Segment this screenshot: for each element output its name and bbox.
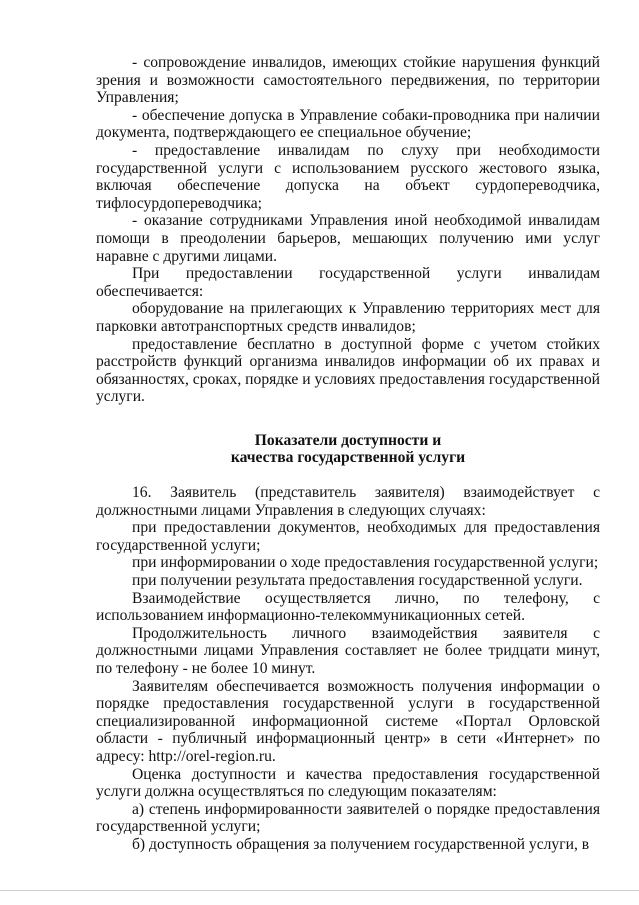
section-heading-line-1: Показатели доступности и	[254, 431, 442, 449]
paragraph-informing: при информировании о ходе предоставления государственной услуги;	[132, 554, 599, 572]
paragraph-staff-assistance: - оказание сотрудниками Управления иной необходимой инвалидам помощи в преодолении барьеров, мешающих получению ими услуг наравне с другими лицами.	[96, 212, 600, 265]
document-body	[96, 54, 600, 854]
spacer	[96, 406, 600, 432]
paragraph-quality-criteria: Оценка доступности и качества предоставления государственной услуги должна осуществляться по следующим показателям:	[96, 765, 600, 801]
paragraph-parking: оборудование на прилегающих к Управлению территориях мест для парковки автотранспортных средств инвалидов;	[96, 300, 600, 335]
paragraph-provision-intro: При предоставлении государственной услуги инвалидам обеспечивается:	[96, 265, 600, 300]
paragraph-criterion-b: б) доступность обращения за получением государственной услуги, в	[132, 835, 590, 853]
paragraph-documents: при предоставлении документов, необходимых для предоставления государственной услуги;	[96, 519, 600, 554]
paragraph-escort-disabled: - сопровождение инвалидов, имеющих стойкие нарушения функций зрения и возможности самостоятельного передвижения, по территории Управления;	[96, 54, 600, 107]
section-heading-line-2: качества государственной услуги	[230, 449, 466, 467]
spacer	[96, 467, 600, 484]
paragraph-accessible-info: предоставление бесплатно в доступной форме с учетом стойких расстройств функций организма инвалидов информации об их правах и обязанностях, сроках, порядке и условиях предоставления государственной услуги.	[96, 335, 600, 406]
paragraph-duration: Продолжительность личного взаимодействия заявителя с должностными лицами Управления составляет не более тридцати минут, по телефону - не более 10 минут.	[96, 624, 600, 677]
paragraph-interaction-channels: Взаимодействие осуществляется лично, по телефону, с использованием информационно-телекоммуникационных сетей.	[96, 589, 600, 625]
scan-edge-line	[0, 890, 639, 891]
paragraph-result: при получении результата предоставления государственной услуги.	[132, 572, 583, 590]
paragraph-guide-dog: - обеспечение допуска в Управление собаки-проводника при наличии документа, подтверждающего ее специальное обучение;	[96, 106, 600, 142]
paragraph-criterion-a: а) степень информированности заявителей о порядке предоставления государственной услуги;	[96, 800, 600, 836]
paragraph-sign-language: - предоставление инвалидам по слуху при необходимости государственной услуги с использованием русского жестового языка, включая обеспечение допуска на объект сурдопереводчика, тифлосурдопереводчика;	[96, 141, 600, 212]
paragraph-item-16: 16. Заявитель (представитель заявителя) взаимодействует с должностными лицами Управления в следующих случаях:	[96, 484, 600, 519]
paragraph-portal-info: Заявителям обеспечивается возможность получения информации о порядке предоставления государственной услуги в государственной специализированной информационной системе «Портал Орловской области - публичный информационный центр» в сети «Интернет» по адресу: http://orel-region.ru.	[96, 677, 600, 765]
